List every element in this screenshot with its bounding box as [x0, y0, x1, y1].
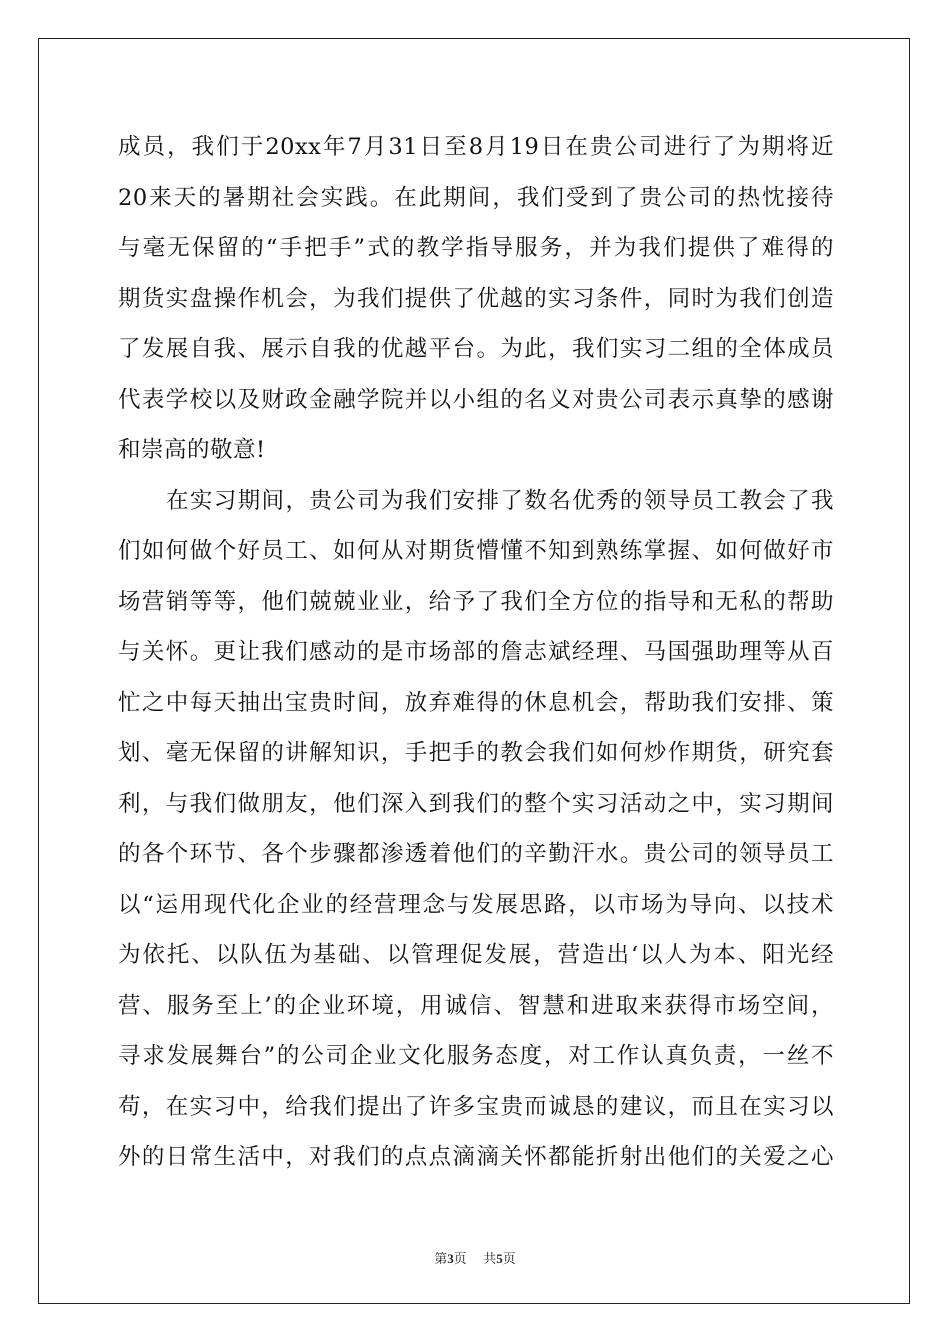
text-line: 与关怀。更让我们感动的是市场部的詹志斌经理、马国强助理等从百 [118, 639, 834, 665]
page-total-prefix: 共 [483, 1252, 497, 1267]
text-line: 划、毫无保留的讲解知识，手把手的教会我们如何炒作期货，研究套 [118, 740, 834, 766]
text-line: 以“运用现代化企业的经营理念与发展思路，以市场为导向、以技术 [118, 891, 834, 918]
page-number-current: 3 [447, 1251, 454, 1266]
text-line: 外的日常生活中，对我们的点点滴滴关怀都能折射出他们的关爱之心 [118, 1144, 834, 1170]
text-line: 们如何做个好员工、如何从对期货懵懂不知到熟练掌握、如何做好市 [118, 538, 834, 564]
text-line: 期货实盘操作机会，为我们提供了优越的实习条件，同时为我们创造 [118, 285, 834, 312]
page-total: 5 [496, 1251, 503, 1266]
text-line: 为依托、以队伍为基础、以管理促发展，营造出‘以人为本、阳光经 [118, 942, 834, 968]
text-line: 在实习期间，贵公司为我们安排了数名优秀的领导员工教会了我 [166, 487, 834, 514]
page-number-suffix: 页 [453, 1252, 467, 1267]
text-line: 苟，在实习中，给我们提出了许多宝贵而诚恳的建议，而且在实习以 [118, 1093, 834, 1120]
document-body [118, 129, 834, 1190]
page-total-suffix: 页 [502, 1252, 516, 1267]
text-line: 忙之中每天抽出宝贵时间，放弃难得的休息机会，帮助我们安排、策 [118, 689, 834, 716]
text-line: 的各个环节、各个步骤都渗透着他们的辛勤汗水。贵公司的领导员工 [118, 841, 834, 867]
text-line: 20来天的暑期社会实践。在此期间，我们受到了贵公司的热忱接待 [118, 184, 834, 211]
page-number-prefix: 第 [434, 1252, 448, 1267]
text-line: 了发展自我、展示自我的优越平台。为此，我们实习二组的全体成员 [118, 336, 834, 362]
text-line: 场营销等等，他们兢兢业业，给予了我们全方位的指导和无私的帮助 [118, 588, 834, 615]
text-line: 寻求发展舞台”的公司企业文化服务态度，对工作认真负责，一丝不 [118, 1043, 834, 1069]
text-line: 成员，我们于20xx年7月31日至8月19日在贵公司进行了为期将近 [118, 134, 834, 160]
text-line: 代表学校以及财政金融学院并以小组的名义对贵公司表示真挚的感谢 [118, 386, 834, 413]
text-line: 和崇高的敬意! [118, 437, 266, 463]
text-line: 利，与我们做朋友，他们深入到我们的整个实习活动之中，实习期间 [118, 790, 834, 817]
text-line: 与毫无保留的“手把手”式的教学指导服务，并为我们提供了难得的 [118, 235, 834, 261]
text-line: 营、服务至上’的企业环境，用诚信、智慧和进取来获得市场空间， [118, 992, 834, 1019]
page-footer [0, 1248, 950, 1267]
